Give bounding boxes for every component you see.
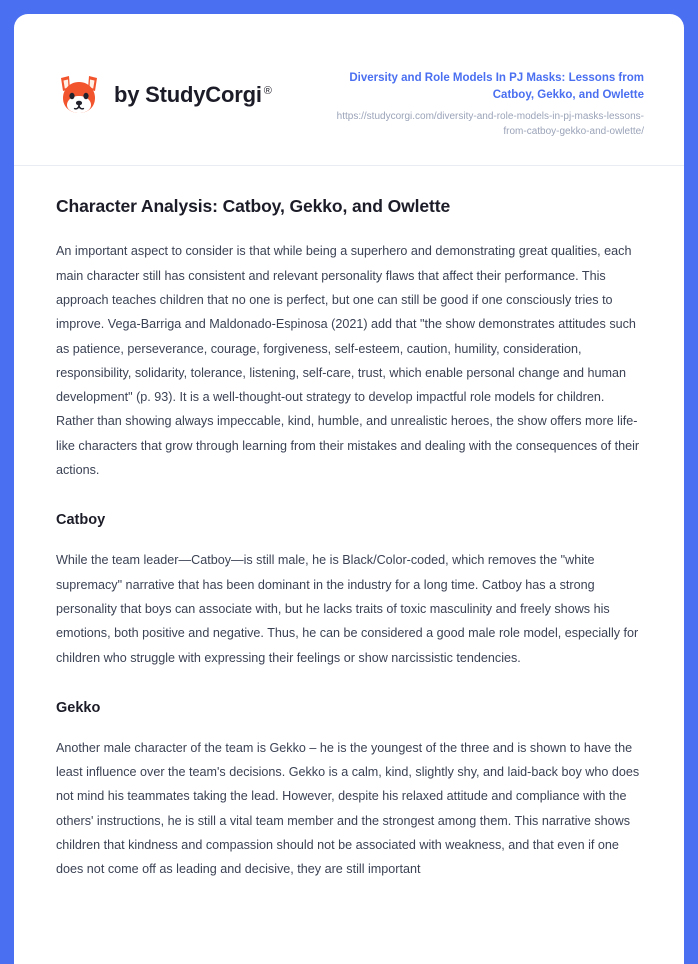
page-title: Character Analysis: Catboy, Gekko, and Owlette: [56, 196, 451, 217]
brand-name: by StudyCorgi ®: [114, 82, 272, 107]
article-content: [14, 166, 684, 881]
page-header: [14, 14, 684, 139]
registered-trademark-symbol: ®: [263, 84, 272, 97]
section-body-gekko: Another male character of the team is Gekko – he is the youngest of the three and is shown to have the least influence over the team's decisions. Gekko is a calm, kind, slightly shy, and laid-back boy who does not mind his teammates taking the lead. However, despite his relaxed attitude and compliance with the others' instructions, he is still a vital team member and the strongest among them. This narrative shows children that kindness and compassion should not be associated with weakness, and that even if one does not come off as leading and decisive, they are still important: [56, 740, 640, 877]
intro-paragraph: An important aspect to consider is that while being a superhero and demonstrating great qualities, each main character still has consistent and relevant personality flaws that affect their performance. This approach teaches children that no one is perfect, but one can still be good if one consciously tries to improve. Vega-Barriga and Maldonado-Espinosa (2021) add that "the show demonstrates attitudes such as patience, perseverance, courage, forgiveness, self-esteem, caution, humility, consideration, responsibility, solidarity, tolerance, listening, self-care, trust, which enable personal change and human development" (p. 93). It is a well-thought-out strategy to develop impactful role models for children. Rather than showing always impeccable, kind, humble, and unrealistic heroes, the show offers more life-like characters that grow through learning from their mistakes and dealing with the consequences of their actions.: [56, 244, 640, 478]
document-page: [14, 14, 684, 964]
document-url[interactable]: https://studycorgi.com/diversity-and-role-models-in-pj-masks-lessons-from-catboy-gekko-and-owlette/: [336, 111, 644, 137]
section-body-catboy: While the team leader—Catboy—is still male, he is Black/Color-coded, which removes the "white supremacy" narrative that has been dominant in the industry for a long time. Catboy has a strong personality that boys can associate with, but he lacks traits of toxic masculinity and freely shows his emotions, both positive and negative. Thus, he can be considered a good male role model, especially for children who struggle with expressing their feelings or show narcissistic tendencies.: [56, 553, 639, 665]
brand-logo-block[interactable]: [56, 58, 272, 118]
document-meta: [314, 58, 644, 139]
section-heading-gekko: Gekko: [56, 699, 101, 716]
document-title: Diversity and Role Models In PJ Masks: Lessons from Catboy, Gekko, and Owlette: [349, 72, 644, 101]
section-heading-catboy: Catboy: [56, 512, 106, 529]
corgi-fox-logo-icon: [56, 72, 102, 118]
